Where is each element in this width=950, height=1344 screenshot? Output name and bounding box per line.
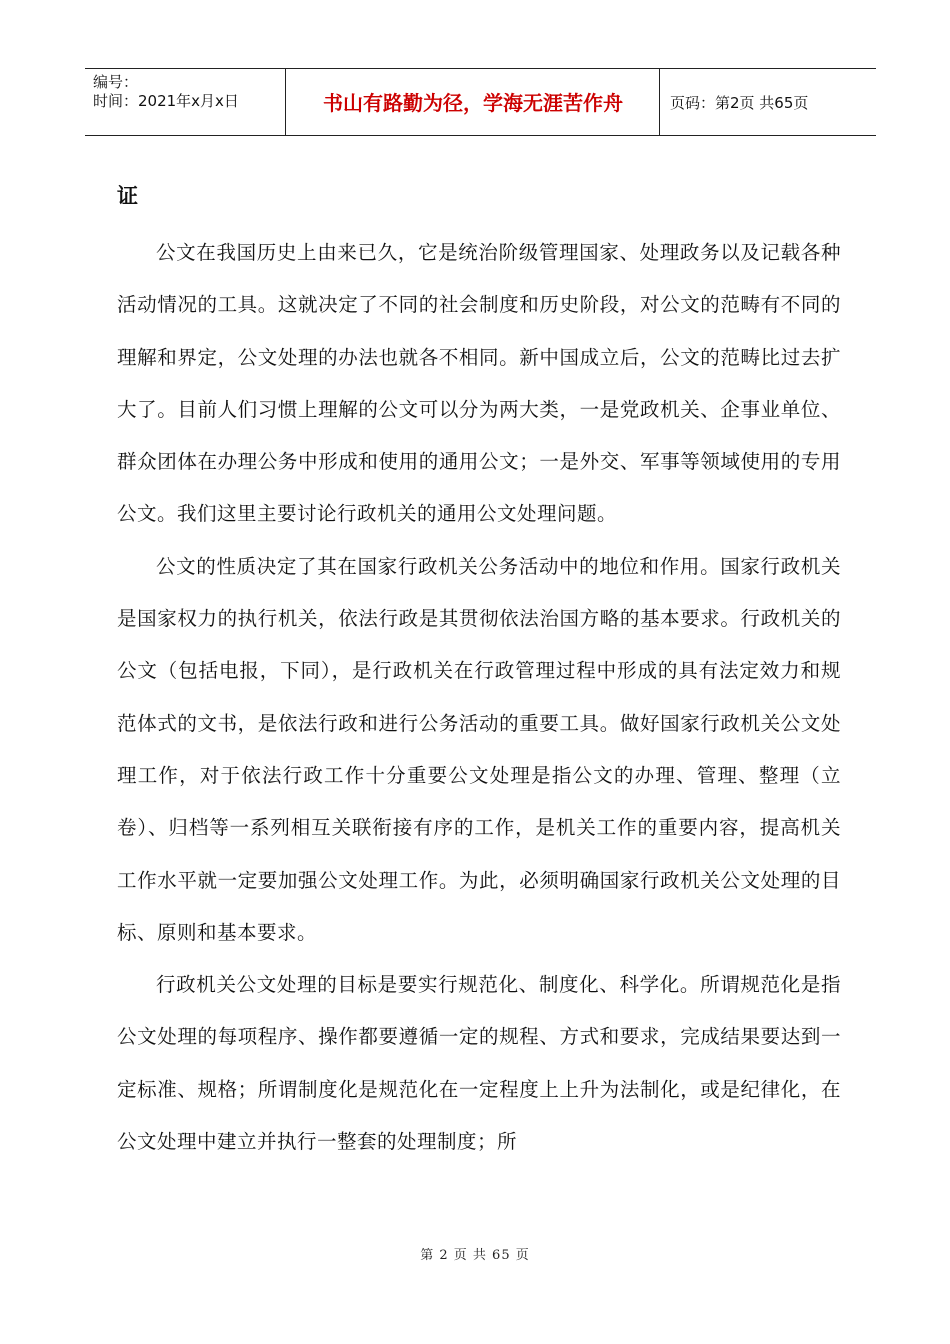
page-header: [85, 68, 876, 136]
header-page-number: 页码：第2页 共65页: [670, 94, 809, 112]
body-paragraph: 公文在我国历史上由来已久，它是统治阶级管理国家、处理政务以及记载各种活动情况的工具。这就决定了不同的社会制度和历史阶段，对公文的范畴有不同的理解和界定，公文处理的办法也就各不相同。新中国成立后，公文的范畴比过去扩大了。目前人们习惯上理解的公文可以分为两大类，一是党政机关、企事业单位、群众团体在办理公务中形成和使用的通用公文；一是外交、军事等领域使用的专用公文。我们这里主要讨论行政机关的通用公文处理问题。: [117, 241, 841, 526]
header-divider: [285, 69, 286, 135]
document-number-label: 编号：: [93, 73, 139, 91]
header-meta: [93, 73, 239, 111]
page-footer: 第 2 页 共 65 页: [420, 1248, 530, 1263]
body-paragraph: 行政机关公文处理的目标是要实行规范化、制度化、科学化。所谓规范化是指公文处理的每项程序、操作都要遵循一定的规程、方式和要求，完成结果要达到一定标准、规格；所谓制度化是规范化在一定程度上上升为法制化，或是纪律化，在公文处理中建立并执行一整套的处理制度；所: [117, 973, 841, 1154]
document-date-label: 时间：2021年x月x日: [93, 92, 239, 110]
header-divider: [659, 69, 660, 135]
section-heading-fragment: 证: [117, 184, 138, 208]
document-body: [117, 227, 841, 1168]
body-paragraph: 公文的性质决定了其在国家行政机关公务活动中的地位和作用。国家行政机关是国家权力的执行机关，依法行政是其贯彻依法治国方略的基本要求。行政机关的公文（包括电报，下同），是行政机关在行政管理过程中形成的具有法定效力和规范体式的文书，是依法行政和进行公务活动的重要工具。做好国家行政机关公文处理工作，对于依法行政工作十分重要公文处理是指公文的办理、管理、整理（立卷）、归档等一系列相互关联衔接有序的工作，是机关工作的重要内容，提高机关工作水平就一定要加强公文处理工作。为此，必须明确国家行政机关公文处理的目标、原则和基本要求。: [117, 554, 841, 944]
header-motto: 书山有路勤为径，学海无涯苦作舟: [323, 91, 623, 115]
